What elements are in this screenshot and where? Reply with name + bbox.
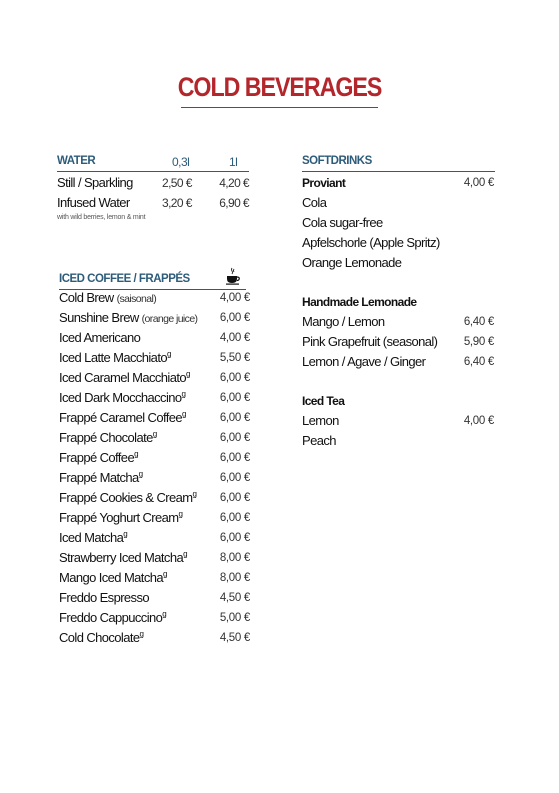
item-name: Proviant [302,176,346,190]
menu-item [59,368,250,388]
item-name-text: Freddo Cappuccino [59,610,163,625]
item-name-text: Frappé Matcha [59,470,139,485]
item-price: 4,00 € [463,177,494,189]
item-name-text: Frappé Caramel Coffee [59,410,183,425]
item-price: 6,00 € [219,492,250,504]
menu-item [59,508,250,528]
menu-item [59,568,250,588]
page-title: COLD BEVERAGES [177,72,382,102]
item-name-text: Mango Iced Matcha [59,570,163,585]
lemonade-heading: Handmade Lemonade [302,295,417,309]
menu-item [59,548,250,568]
item-name [59,328,140,348]
item-name: Orange Lemonade [302,255,402,270]
iced-tea-heading: Iced Tea [302,394,345,408]
item-price: 6,00 € [219,392,250,404]
item-price: 6,40 € [463,356,494,368]
allergen-marker: g [123,529,128,539]
allergen-marker: g [134,449,138,459]
item-name-text: Frappé Chocolate [59,430,153,445]
soft-list [302,173,494,451]
item-name [59,368,190,388]
menu-item [59,588,250,608]
item-name: Lemon [302,413,339,428]
item-name: Peach [302,433,336,448]
allergen-marker: g [185,369,190,379]
menu-item [302,193,494,213]
title-underline [181,107,378,108]
item-price: 4,00 € [219,332,250,344]
soft-section-header [302,155,495,172]
item-name [59,408,186,428]
item-price: 5,00 € [219,612,250,624]
menu-item [59,388,250,408]
item-price: 5,90 € [463,336,494,348]
item-name [59,468,143,488]
item-name [59,628,143,648]
item-name: Lemon / Agave / Ginger [302,354,426,369]
menu-item [302,253,494,273]
water-rule [57,171,249,172]
item-name: Still / Sparkling [57,175,133,190]
menu-item [59,308,250,328]
item-price-small: 3,20 € [162,196,192,210]
allergen-marker: g [138,469,143,479]
menu-item [59,608,250,628]
menu-item [59,528,250,548]
item-name: Apfelschorle (Apple Spritz) [302,235,440,250]
menu-item [57,173,249,193]
menu-item [59,328,250,348]
item-price: 6,00 € [219,452,250,464]
item-name-text: Iced Dark Mocchaccino [59,390,182,405]
item-price: 6,00 € [219,472,250,484]
allergen-marker: g [166,349,171,359]
menu-item [59,448,250,468]
item-name-text: Strawberry Iced Matcha [59,550,184,565]
water-section-header [57,155,249,172]
item-name [59,608,166,628]
item-name: Pink Grapefruit (seasonal) [302,334,438,349]
allergen-marker: g [192,489,197,499]
menu-item [302,332,494,352]
water-list [57,173,249,221]
item-price: 8,00 € [219,572,250,584]
item-price: 8,00 € [219,552,250,564]
item-name [59,428,157,448]
item-name-text: Iced Caramel Macchiato [59,370,186,385]
water-volume-small: 0,3l [172,155,190,169]
item-name-text: Cold Brew [59,290,114,305]
item-name-text: Cold Chocolate [59,630,140,645]
item-name [59,288,156,309]
item-name-text: Sunshine Brew [59,310,139,325]
item-name [59,548,187,568]
item-name-text: Iced Latte Macchiato [59,350,167,365]
item-price: 4,00 € [219,292,250,304]
item-note: (saisonal) [116,293,157,305]
menu-item [302,312,494,332]
item-price: 4,50 € [219,592,250,604]
item-name [59,588,149,608]
allergen-marker: g [183,549,187,559]
item-price: 6,00 € [219,372,250,384]
iced-list [59,288,250,648]
coffee-cup-icon [226,267,240,285]
allergen-marker: g [152,429,157,439]
item-name [59,308,197,329]
allergen-marker: g [162,569,167,579]
item-name [59,448,138,468]
item-name [59,488,196,508]
item-price: 6,00 € [219,412,250,424]
item-name-text: Iced Americano [59,330,141,345]
allergen-marker: g [182,409,186,419]
item-price: 6,40 € [463,316,494,328]
water-volume-large: 1l [229,155,238,169]
menu-item [302,411,494,431]
menu-item [59,628,250,648]
menu-item [302,173,494,193]
item-name [59,528,127,548]
item-name [59,568,167,588]
menu-item [302,213,494,233]
item-name-text: Frappé Cookies & Cream [59,490,193,505]
item-name [59,388,185,408]
item-price: 6,00 € [219,532,250,544]
allergen-marker: g [139,629,144,639]
menu-item [59,468,250,488]
item-price-small: 2,50 € [162,176,192,190]
menu-item [57,193,249,213]
menu-item [59,488,250,508]
item-name-text: Freddo Espresso [59,590,149,605]
item-price: 6,00 € [219,312,250,324]
item-price: 6,00 € [219,432,250,444]
menu-item [59,428,250,448]
item-note: (orange juice) [141,313,198,325]
menu-item [302,233,494,253]
item-price: 4,00 € [463,415,494,427]
item-name: Infused Water [57,195,130,210]
item-name [59,508,182,528]
allergen-marker: g [162,609,167,619]
menu-item [59,348,250,368]
item-name [59,348,171,368]
soft-heading: SOFTDRINKS [302,155,372,167]
water-note: with wild berries, lemon & mint [57,214,146,221]
allergen-marker: g [178,509,183,519]
item-name: Cola [302,195,327,210]
item-price-large: 4,20 € [219,176,249,190]
menu-item [302,352,494,372]
item-price: 6,00 € [219,512,250,524]
item-price-large: 6,90 € [219,196,249,210]
allergen-marker: g [181,389,186,399]
item-price: 4,50 € [219,632,250,644]
iced-heading: ICED COFFEE / FRAPPÉS [59,273,190,285]
water-heading: WATER [57,155,96,167]
item-name-text: Frappé Coffee [59,450,135,465]
menu-item [302,431,494,451]
menu-item [59,408,250,428]
item-name-text: Iced Matcha [59,530,124,545]
item-name: Cola sugar-free [302,215,383,230]
item-price: 5,50 € [219,352,250,364]
item-name: Mango / Lemon [302,314,385,329]
soft-rule [302,171,495,172]
item-name-text: Frappé Yoghurt Cream [59,510,179,525]
menu-item [59,288,250,308]
